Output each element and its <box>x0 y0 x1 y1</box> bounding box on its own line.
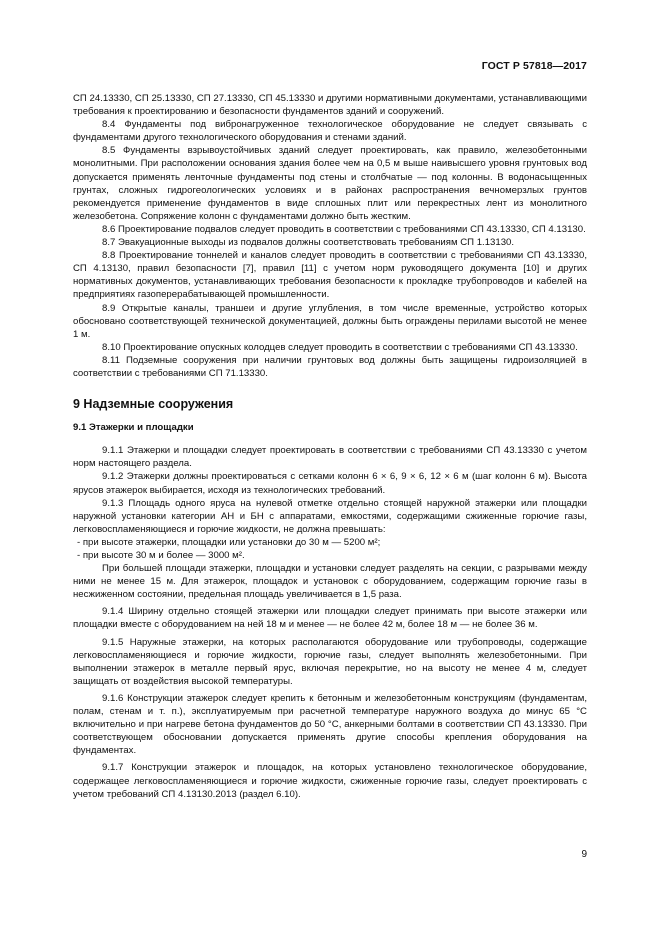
paragraph-9-1-3: 9.1.3 Площадь одного яруса на нулевой отметке отдельно стоящей наружной этажерки или площадки наружной установки категории АН и БН с аппаратами, емкостями, содержащими сжиженные горючие газы, легковоспламеняющиеся и горючие жидкости, не должна превышать: <box>73 497 587 535</box>
paragraph-8-11: 8.11 Подземные сооружения при наличии грунтовых вод должны быть защищены гидроизоляцией в соответствии с требованиями СП 71.13330. <box>73 354 587 379</box>
list-item: - при высоте 30 м и более — 3000 м². <box>77 550 245 561</box>
paragraph-9-1-3-continued: При большей площади этажерки, площадки и установки следует разделять на секции, с разрывами между ними не менее 15 м. Для этажерок, площадок и установок с оборудованием, содержащим горючие газы в несжиженном состоянии, предельная площадь увеличивается в 1,5 раза. <box>73 563 587 601</box>
paragraph: СП 24.13330, СП 25.13330, СП 27.13330, СП 45.13330 и другими нормативными документами, устанавливающими требования к проектированию и безопасности фундаментов зданий и сооружений. <box>73 93 587 118</box>
paragraph-8-7: 8.7 Эвакуационные выходы из подвалов должны соответствовать требованиям СП 1.13130. <box>102 237 515 249</box>
paragraph-9-1-5: 9.1.5 Наружные этажерки, на которых располагаются оборудование или трубопроводы, содержащие легковоспламеняющиеся и горючие жидкости, горючие газы, следует выполнять железобетонными. При выполнении этажерок в металле первый ярус, включая перекрытие, но на высоту не менее 4 м, следует защищать от воздействия высокой температуры. <box>73 636 587 687</box>
paragraph-9-1-4: 9.1.4 Ширину отдельно стоящей этажерки или площадки следует принимать при высоте этажерки или площадки вместе с оборудованием на ней 18 м и менее — не более 42 м, более 18 м — не более 36 м. <box>73 606 587 631</box>
page-number: 9 <box>581 849 587 860</box>
document-id: ГОСТ Р 57818—2017 <box>481 60 587 72</box>
paragraph-9-1-6: 9.1.6 Конструкции этажерок следует крепить к бетонным и железобетонным конструкциям (фундаментам, полам, стенам и т. п.), эксплуатируемым при расчетной температуре наружного воздуха до минус 65 °С включительно и при нагреве бетона фундаментов до 50 °С, анкерными болтами в соответствии СП 43.13330. При соответствующем обосновании допускается применять другие способы крепления оборудования на фундаментах. <box>73 692 587 757</box>
paragraph-9-1-7: 9.1.7 Конструкции этажерок и площадок, на которых установлено технологическое оборудование, содержащее легковоспламеняющиеся и горючие жидкости, сжиженные горючие газы, следует проектировать с учетом требований СП 4.13130.2013 (раздел 6.10). <box>73 762 587 800</box>
document-body <box>73 92 587 801</box>
paragraph-8-10: 8.10 Проектирование опускных колодцев следует проводить в соответствии с требованиями СП 43.13330. <box>102 341 578 353</box>
paragraph-8-9: 8.9 Открытые каналы, траншеи и другие углубления, в том числе временные, устройство которых обосновано соответствующей технической документацией, должны быть ограждены перилами высотой не менее 1 м. <box>73 302 587 340</box>
paragraph-8-4: 8.4 Фундаменты под вибронагруженное технологическое оборудование не следует связывать с фундаментами другого технологического оборудования и стенами зданий. <box>73 119 587 144</box>
paragraph-8-8: 8.8 Проектирование тоннелей и каналов следует проводить в соответствии с требованиями СП 43.13330, СП 4.13130, правил безопасности [7], правил [11] с учетом норм руководящего документа [10] и других нормативных документов, устанавливающих требования безопасности к прокладке трубопроводов и кабелей на предприятиях газоперерабатывающей промышленности. <box>73 250 587 301</box>
paragraph-9-1-1: 9.1.1 Этажерки и площадки следует проектировать в соответствии с требованиями СП 43.13330 с учетом норм настоящего раздела. <box>73 445 587 470</box>
paragraph-9-1-2: 9.1.2 Этажерки должны проектироваться с сетками колонн 6 × 6, 9 × 6, 12 × 6 м (шаг колонн 6 м). Высота ярусов этажерок выбирается, исходя из технологических требований. <box>73 471 587 496</box>
section-heading-9: 9 Надземные сооружения <box>73 397 234 412</box>
paragraph-8-5: 8.5 Фундаменты взрывоустойчивых зданий следует проектировать, как правило, железобетонными монолитными. При расположении основания здания более чем на 0,5 м выше наивысшего уровня грунтовых вод допускается применять ленточные фундаменты под стены и столбчатые — под колонны. В водонасыщенных грунтах, сложных гидрогеологических условиях и в районах распространения вечномерзлых грунтов рекомендуется применение фундаментов в виде сплошных плит или перекрестных лент из монолитного железобетона. Сопряжение колонн с фундаментами должно быть жестким. <box>73 145 587 222</box>
list-item: - при высоте этажерки, площадки или установки до 30 м — 5200 м²; <box>77 536 381 548</box>
paragraph-8-6: 8.6 Проектирование подвалов следует проводить в соответствии с требованиями СП 43.13330, СП 4.13130. <box>102 223 586 235</box>
subsection-heading-9-1: 9.1 Этажерки и площадки <box>73 422 194 434</box>
